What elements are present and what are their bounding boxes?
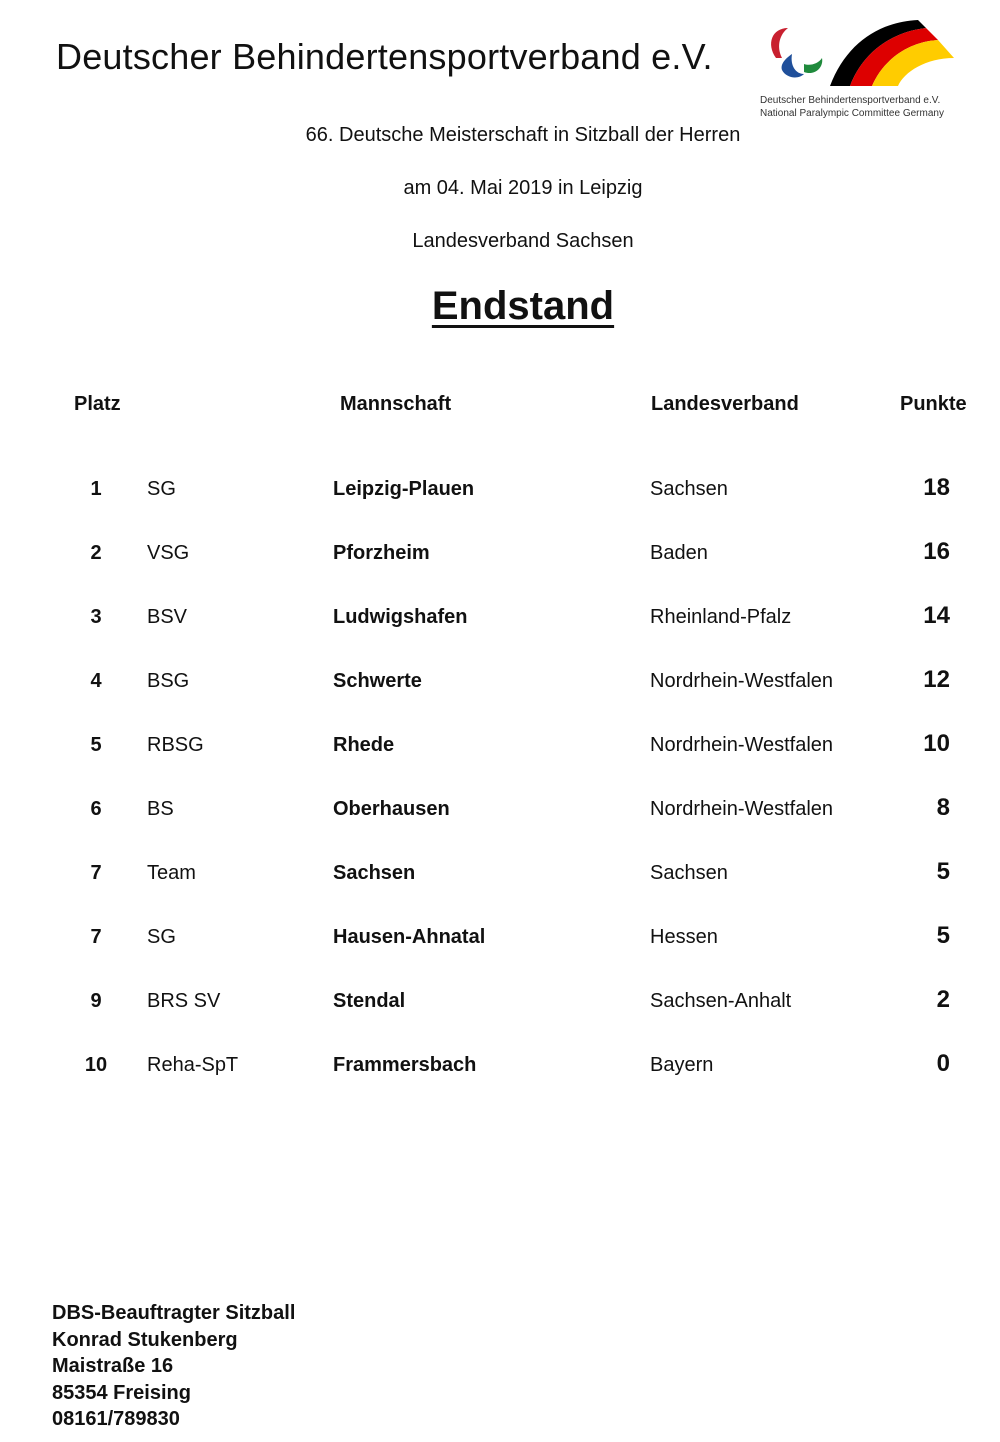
- rank-cell: 2: [90, 542, 102, 564]
- landesverband-cell: Bayern: [650, 1054, 714, 1076]
- club-prefix-cell: BRS SV: [147, 990, 221, 1012]
- rank-cell: 6: [90, 798, 102, 820]
- table-row: [0, 598, 1000, 662]
- logo-caption-line2: National Paralympic Committee Germany: [760, 108, 944, 119]
- team-cell: Oberhausen: [333, 798, 450, 820]
- landesverband-cell: Hessen: [650, 926, 718, 948]
- landesverband-cell: Sachsen-Anhalt: [650, 990, 792, 1012]
- table-row: [0, 726, 1000, 790]
- rank-cell: 7: [90, 926, 102, 948]
- club-prefix-cell: BSV: [147, 606, 188, 628]
- points-cell: 0: [936, 1050, 950, 1077]
- points-cell: 16: [923, 538, 950, 565]
- points-cell: 18: [923, 474, 950, 501]
- club-prefix-cell: Reha-SpT: [147, 1054, 239, 1076]
- contact-city: 85354 Freising: [52, 1381, 191, 1404]
- page-title: [0, 284, 1000, 329]
- points-cell: 2: [936, 986, 950, 1013]
- team-cell: Leipzig-Plauen: [333, 478, 475, 500]
- contact-street: Maistraße 16: [52, 1355, 174, 1377]
- table-row: [0, 662, 1000, 726]
- logo-caption: [760, 94, 944, 120]
- club-prefix-cell: RBSG: [147, 734, 204, 756]
- contact-phone: 08161/789830: [52, 1408, 180, 1430]
- column-header-landesverband: Landesverband: [651, 393, 799, 415]
- rank-cell: 10: [84, 1054, 108, 1076]
- club-prefix-cell: Team: [147, 862, 196, 884]
- team-cell: Schwerte: [333, 670, 422, 692]
- points-cell: 5: [936, 858, 950, 885]
- table-row: [0, 534, 1000, 598]
- table-row: [0, 790, 1000, 854]
- points-cell: 14: [923, 602, 950, 629]
- rank-cell: 5: [90, 734, 102, 756]
- team-cell: Ludwigshafen: [333, 606, 468, 628]
- standings-table: [0, 470, 1000, 1110]
- table-row: [0, 918, 1000, 982]
- points-cell: 5: [936, 922, 950, 949]
- table-row: [0, 470, 1000, 534]
- landesverband-cell: Sachsen: [650, 862, 728, 884]
- points-cell: 8: [936, 794, 950, 821]
- table-row: [0, 854, 1000, 918]
- event-host: Landesverband Sachsen: [412, 230, 634, 252]
- contact-name: Konrad Stukenberg: [52, 1328, 238, 1351]
- points-cell: 10: [923, 730, 950, 757]
- club-prefix-cell: BSG: [147, 670, 190, 692]
- column-header-platz: Platz: [74, 393, 121, 415]
- team-cell: Rhede: [333, 734, 395, 756]
- landesverband-cell: Rheinland-Pfalz: [650, 606, 792, 628]
- event-title: 66. Deutsche Meisterschaft in Sitzball der Herren: [305, 124, 741, 146]
- paralympic-agitos-logo-icon: [758, 14, 963, 94]
- logo: [758, 14, 963, 124]
- rank-cell: 1: [90, 478, 102, 500]
- landesverband-cell: Baden: [650, 542, 708, 564]
- page-title-text: Endstand: [431, 284, 615, 328]
- column-header-mannschaft: Mannschaft: [340, 393, 452, 415]
- contact-block: [52, 1300, 295, 1433]
- org-title: Deutscher Behindertensportverband e.V.: [56, 36, 713, 77]
- table-row: [0, 982, 1000, 1046]
- table-row: [0, 1046, 1000, 1110]
- rank-cell: 7: [90, 862, 102, 884]
- rank-cell: 3: [90, 606, 102, 628]
- landesverband-cell: Nordrhein-Westfalen: [650, 670, 834, 692]
- landesverband-cell: Sachsen: [650, 478, 728, 500]
- team-cell: Stendal: [333, 990, 406, 1012]
- rank-cell: 9: [90, 990, 102, 1012]
- logo-caption-line1: Deutscher Behindertensportverband e.V.: [760, 95, 941, 106]
- rank-cell: 4: [90, 670, 102, 692]
- points-cell: 12: [923, 666, 950, 693]
- club-prefix-cell: SG: [147, 478, 176, 500]
- club-prefix-cell: BS: [147, 798, 174, 820]
- team-cell: Hausen-Ahnatal: [333, 926, 486, 948]
- landesverband-cell: Nordrhein-Westfalen: [650, 798, 834, 820]
- team-cell: Frammersbach: [333, 1054, 477, 1076]
- club-prefix-cell: SG: [147, 926, 176, 948]
- contact-role: DBS-Beauftragter Sitzball: [52, 1302, 296, 1324]
- team-cell: Sachsen: [333, 862, 416, 884]
- landesverband-cell: Nordrhein-Westfalen: [650, 734, 834, 756]
- team-cell: Pforzheim: [333, 542, 430, 564]
- column-header-punkte: Punkte: [900, 393, 967, 415]
- club-prefix-cell: VSG: [147, 542, 190, 564]
- event-date: am 04. Mai 2019 in Leipzig: [403, 177, 643, 199]
